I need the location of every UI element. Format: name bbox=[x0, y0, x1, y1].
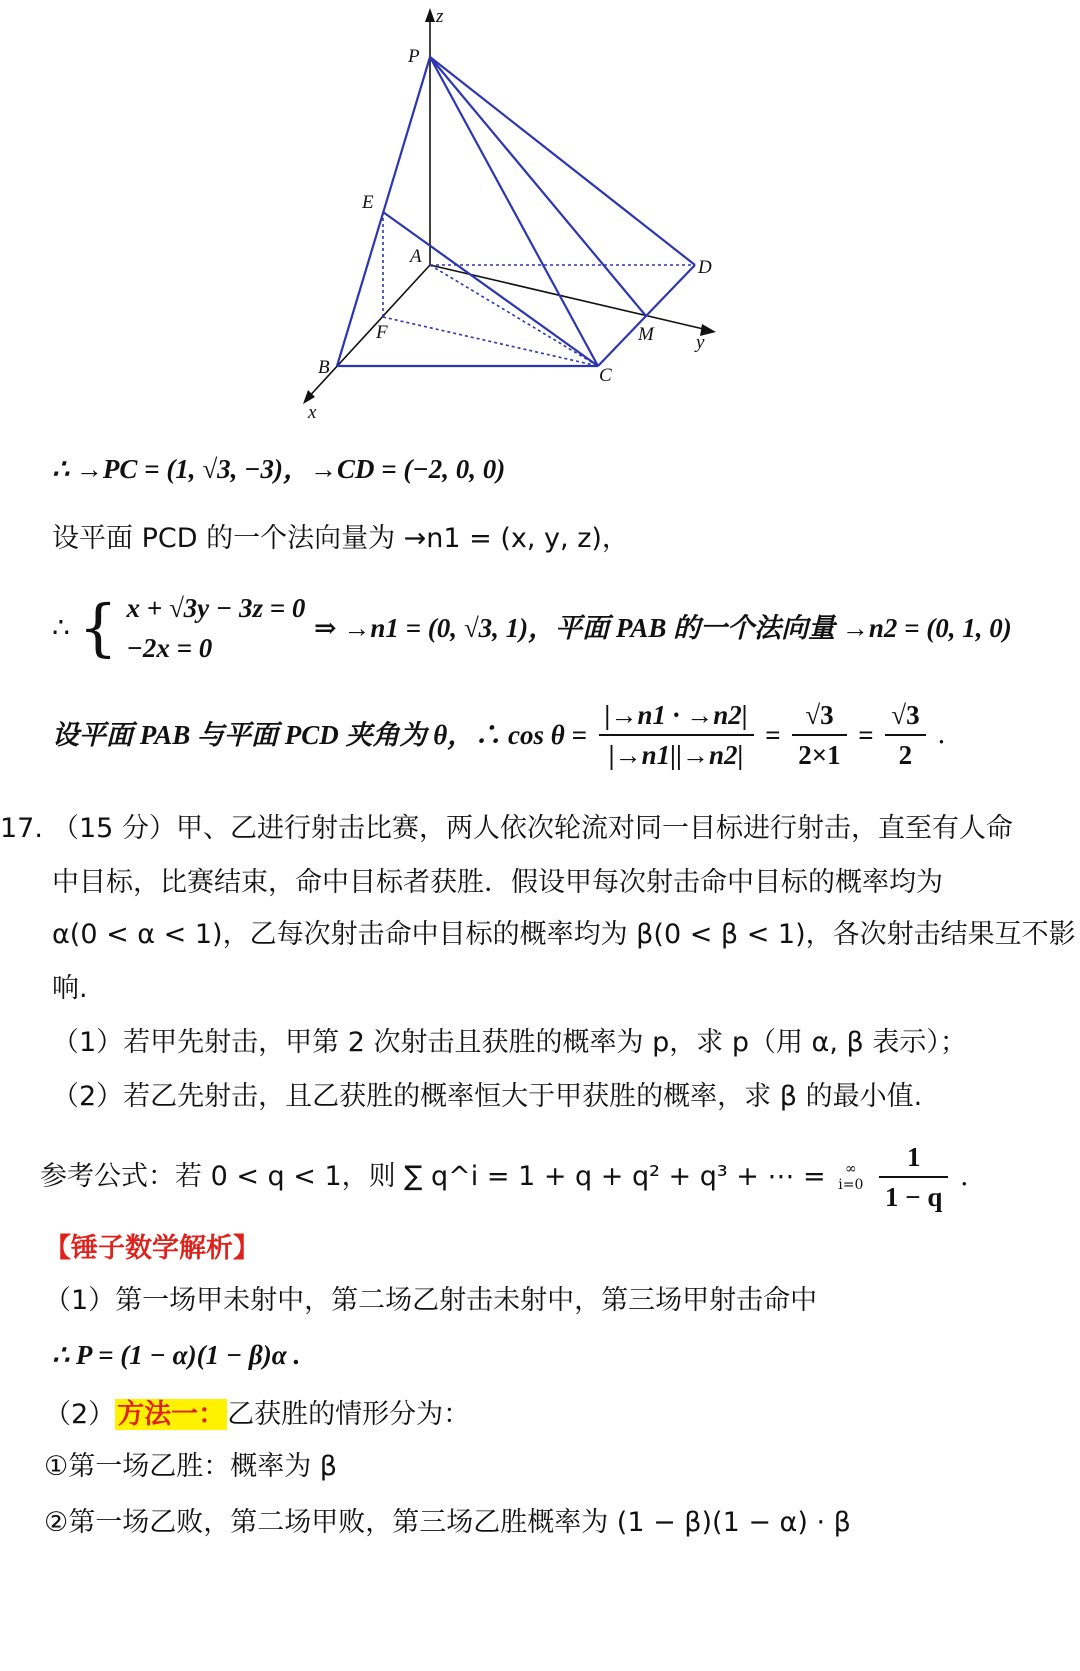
edge-CD bbox=[598, 265, 695, 366]
edge-FC bbox=[383, 317, 598, 366]
cos-frac-1-num: |→n1 · →n2| bbox=[599, 698, 754, 736]
label-z: z bbox=[436, 6, 444, 27]
label-B: B bbox=[318, 357, 330, 378]
sum-top: ∞ bbox=[844, 1161, 857, 1177]
ref-frac-den: 1 − q bbox=[884, 1182, 943, 1212]
q17-sub1: （1）若甲先射击，甲第 2 次射击且获胜的概率为 p，求 p（用 α, β 表示）； bbox=[52, 1027, 967, 1058]
cos-frac-2 bbox=[792, 698, 846, 772]
label-E: E bbox=[362, 192, 374, 213]
q17-ref-formula: 参考公式：若 0 < q < 1，则 ∑ q^i = 1 + q + q² + q³ + ⋯ = ∞ i=0 $\frac{1}{1 - q}$ . bbox=[40, 1142, 969, 1212]
label-y: y bbox=[696, 332, 705, 353]
cos-frac-1 bbox=[599, 698, 754, 772]
label-x: x bbox=[308, 402, 317, 423]
q17-text1: （15 分）甲、乙进行射击比赛，两人依次轮流对同一目标进行射击，直至有人命 bbox=[52, 813, 1013, 844]
edge-PD bbox=[430, 57, 695, 265]
q17-text3: α(0 < α < 1)，乙每次射击命中目标的概率均为 β(0 < β < 1)，各次射击结果互不影 bbox=[52, 919, 1076, 950]
label-P: P bbox=[408, 46, 420, 67]
edge-AC bbox=[430, 265, 598, 366]
a3-rest: 乙获胜的情形分为： bbox=[227, 1399, 471, 1430]
sum-limits bbox=[838, 1161, 863, 1193]
sol16-line3-result: ⇒ →n1 = (0, √3, 1)，平面 PAB 的一个法向量 →n2 = (0, 1, 0) bbox=[314, 613, 1012, 643]
q17-text2: 中目标，比赛结束，命中目标者获胜．假设甲每次射击命中目标的概率均为 bbox=[52, 867, 943, 898]
ref-frac-num: 1 bbox=[879, 1140, 948, 1178]
z-axis-arrow bbox=[425, 8, 435, 22]
cos-frac-3-num: √3 bbox=[885, 698, 925, 736]
equation-1: x + √3y − 3z = 0 bbox=[126, 593, 306, 623]
geometry-figure bbox=[300, 0, 760, 440]
x-axis bbox=[306, 265, 430, 400]
cos-frac-2-num: √3 bbox=[792, 698, 846, 736]
label-A: A bbox=[410, 246, 422, 267]
label-F: F bbox=[376, 322, 388, 343]
analysis-a2: ∴ P = (1 − α)(1 − β)α . bbox=[52, 1340, 301, 1370]
cos-frac-3-den: 2 bbox=[898, 740, 913, 770]
sol16-line4: 设平面 PAB 与平面 PCD 夹角为 θ，∴ cos θ = $\frac{|\to n1 \cdot \to n2|}{|\to n1||\to n2|}$ = $\frac{√3}{2\times 1}$ = $\frac{√3}{2}$ . bbox=[52, 700, 946, 770]
edge-PM bbox=[430, 57, 646, 316]
analysis-a5: ②第一场乙败，第二场甲败，第三场乙胜概率为 (1 − β)(1 − α) · β bbox=[44, 1507, 851, 1538]
edge-PC bbox=[430, 57, 598, 366]
label-C: C bbox=[599, 365, 612, 386]
cos-frac-3 bbox=[885, 698, 925, 772]
a3-prefix: （2） bbox=[44, 1399, 116, 1430]
equation-system bbox=[126, 588, 305, 668]
cos-prefix: 设平面 PAB 与平面 PCD 夹角为 θ，∴ cos θ = bbox=[52, 720, 587, 750]
q17-sub2: （2）若乙先射击，且乙获胜的概率恒大于甲获胜的概率，求 β 的最小值. bbox=[52, 1081, 923, 1112]
sum-bottom: i=0 bbox=[838, 1177, 864, 1193]
equation-2: −2x = 0 bbox=[126, 633, 213, 663]
sol16-line1: ∴ →PC = (1, √3, −3)，→CD = (−2, 0, 0) bbox=[52, 454, 506, 484]
analysis-a4: ①第一场乙胜：概率为 β bbox=[44, 1451, 338, 1482]
analysis-a1: （1）第一场甲未射中，第二场乙射击未射中，第三场甲射击命中 bbox=[44, 1285, 818, 1316]
sol16-line3: ∴ { x + √3y − 3z = 0 −2x = 0 ⇒ →n1 = (0, √3, 1)，平面 PAB 的一个法向量 →n2 = (0, 1, 0) bbox=[52, 588, 1012, 666]
analysis-header: 【锤子数学解析】 bbox=[44, 1233, 260, 1264]
system-brace: { bbox=[78, 591, 118, 664]
sol16-line2: 设平面 PCD 的一个法向量为 →n1 = (x, y, z)， bbox=[52, 523, 629, 554]
ref-prefix: 参考公式：若 0 < q < 1，则 ∑ q^i = 1 + q + q² + q³ + ⋯ = bbox=[40, 1161, 826, 1192]
analysis-a3 bbox=[44, 1398, 470, 1432]
edge-EC bbox=[383, 212, 598, 366]
cos-frac-2-den: 2×1 bbox=[798, 740, 841, 770]
ref-frac bbox=[879, 1140, 948, 1214]
method-one-highlight: 方法一： bbox=[117, 1399, 226, 1430]
cos-frac-1-den: |→n1||→n2| bbox=[608, 740, 744, 770]
q17-number: 17. bbox=[0, 813, 43, 844]
q17-text4: 响. bbox=[52, 973, 88, 1004]
label-D: D bbox=[698, 257, 712, 278]
label-M: M bbox=[638, 324, 654, 345]
